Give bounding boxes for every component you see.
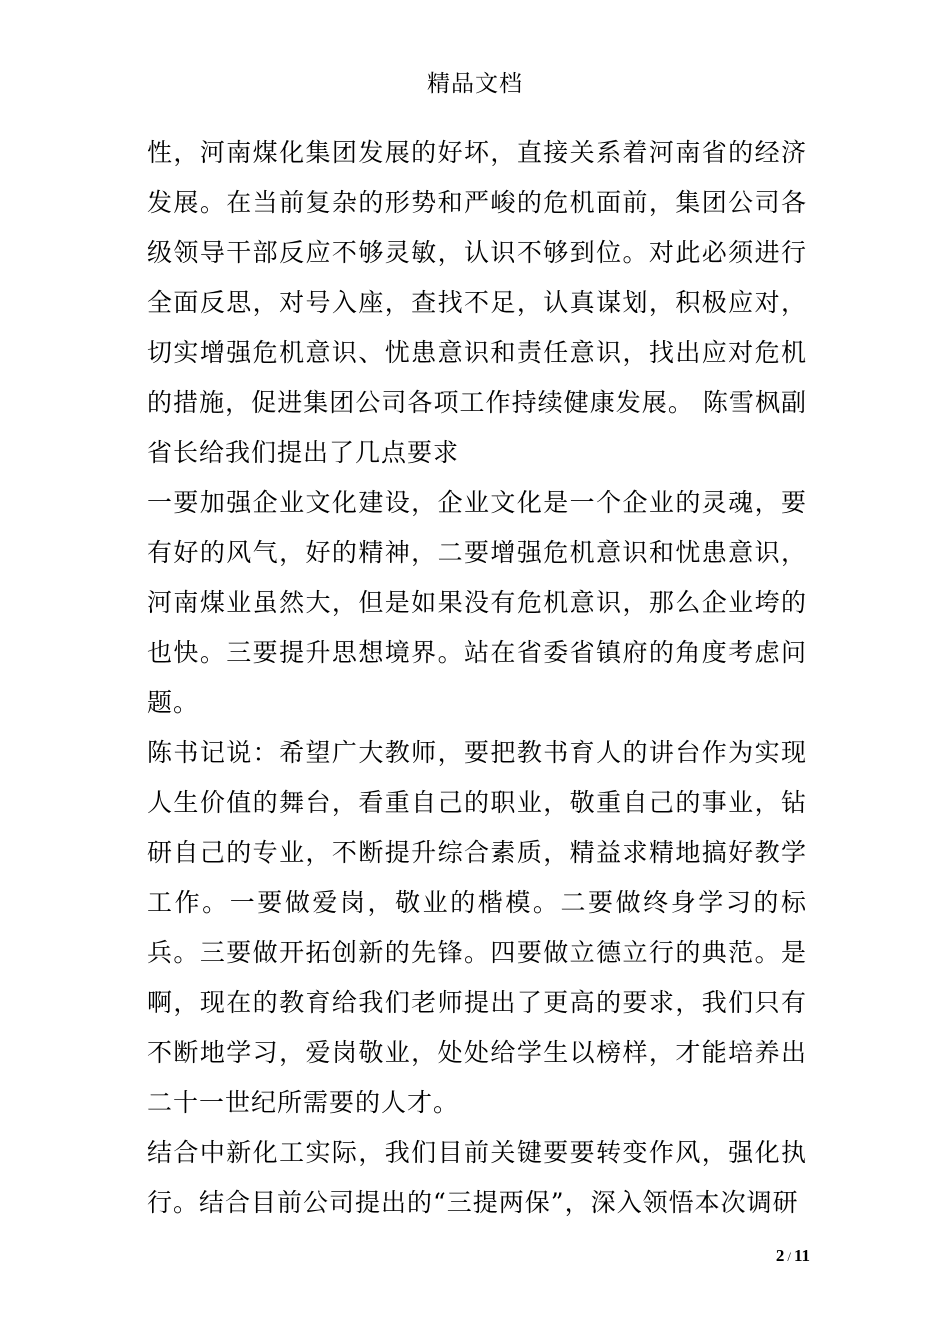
page-current: 2 xyxy=(775,1246,785,1265)
document-body xyxy=(147,128,807,1228)
header-title: 精品文档 xyxy=(427,71,523,97)
paragraph-3: 陈书记说：希望广大教师，要把教书育人的讲台作为实现人生价值的舞台，看重自己的职业，敬重自己的事业，钻研自己的专业，不断提升综合素质，精益求精地搞好教学工作。一要做爱岗，敬业的楷模。二要做终身学习的标兵。三要做开拓创新的先锋。四要做立德立行的典范。是啊，现在的教育给我们老师提出了更高的要求，我们只有不断地学习，爱岗敬业，处处给学生以榜样，才能培养出二十一世纪所需要的人才。 xyxy=(147,738,807,1117)
page-total: 11 xyxy=(793,1246,810,1265)
paragraph-4: 结合中新化工实际，我们目前关键要要转变作风，强化执行。结合目前公司提出的“三提两保”，深入领悟本次调研 xyxy=(147,1138,807,1217)
paragraph-1: 性，河南煤化集团发展的好坏，直接关系着河南省的经济发展。在当前复杂的形势和严峻的危机面前，集团公司各级领导干部反应不够灵敏，认识不够到位。对此必须进行全面反思，对号入座，查找不足，认真谋划，积极应对，切实增强危机意识、忧患意识和责任意识，找出应对危机的措施，促进集团公司各项工作持续健康发展。 陈雪枫副省长给我们提出了几点要求 xyxy=(147,138,807,467)
page-separator: / xyxy=(787,1249,791,1264)
paragraph-2: 一要加强企业文化建设，企业文化是一个企业的灵魂，要有好的风气，好的精神，二要增强危机意识和忧患意识，河南煤业虽然大，但是如果没有危机意识，那么企业垮的也快。三要提升思想境界。站在省委省镇府的角度考虑问题。 xyxy=(147,488,807,717)
page-number xyxy=(700,1244,810,1269)
page-header xyxy=(0,66,950,102)
